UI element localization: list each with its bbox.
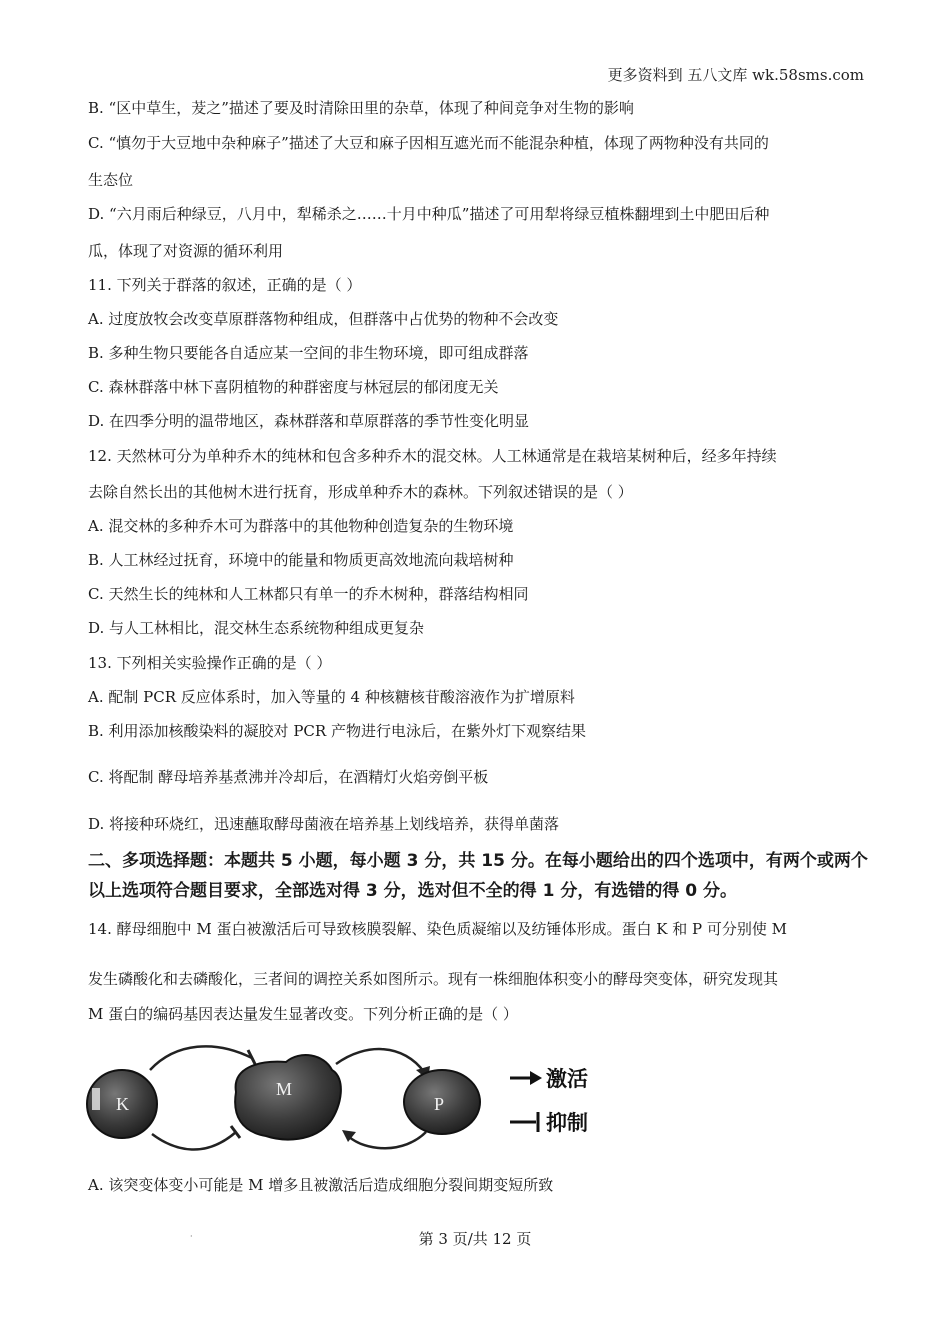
option-13d: D. 将接种环烧红，迅速蘸取酵母菌液在培养基上划线培养，获得单菌落 — [88, 815, 560, 833]
regulation-diagram — [86, 1040, 606, 1160]
option-10b: B. “区中草生，茇之”描述了要及时清除田里的杂草，体现了种间竞争对生物的影响 — [88, 99, 634, 117]
legend-activate-label: 激活 — [546, 1067, 588, 1091]
option-10d-line1: D. “六月雨后种绿豆，八月中，犁稀杀之……十月中种瓜”描述了可用犁将绿豆植株翻埋到土中肥田后种 — [88, 205, 770, 223]
legend-activate-arrow — [530, 1071, 542, 1085]
k-inhibits-m-arc — [150, 1046, 252, 1070]
cell-k-label: K — [116, 1094, 129, 1114]
option-10c-line1: C. “慎勿于大豆地中杂种麻子”描述了大豆和麻子因相互遮光而不能混杂种植，体现了两物种没有共同的 — [88, 134, 769, 152]
cell-p-label: P — [434, 1094, 445, 1114]
option-11d: D. 在四季分明的温带地区，森林群落和草原群落的季节性变化明显 — [88, 412, 530, 430]
option-14a: A. 该突变体变小可能是 M 增多且被激活后造成细胞分裂间期变短所致 — [88, 1176, 554, 1194]
p-activates-m-arc — [348, 1132, 426, 1148]
option-10c-line2: 生态位 — [88, 171, 134, 189]
option-12b: B. 人工林经过抚育，环境中的能量和物质更高效地流向栽培树种 — [88, 551, 514, 569]
question-14-line1: 14. 酵母细胞中 M 蛋白被激活后可导致核膜裂解、染色质凝缩以及纺锤体形成。蛋白 K 和 P 可分别使 M — [88, 920, 788, 938]
question-13: 13. 下列相关实验操作正确的是（ ） — [88, 654, 332, 672]
option-12a: A. 混交林的多种乔木可为群落中的其他物种创造复杂的生物环境 — [88, 517, 514, 535]
option-13c: C. 将配制 酵母培养基煮沸并冷却后，在酒精灯火焰旁倒平板 — [88, 768, 489, 786]
legend-inhibit-label: 抑制 — [546, 1111, 588, 1135]
m-activates-p-arc — [336, 1049, 424, 1072]
option-12d: D. 与人工林相比，混交林生态系统物种组成更复杂 — [88, 619, 425, 637]
option-11c: C. 森林群落中林下喜阴植物的种群密度与林冠层的郁闭度无关 — [88, 378, 499, 396]
m-inhibits-k-arc — [152, 1132, 236, 1150]
option-13b: B. 利用添加核酸染料的凝胶对 PCR 产物进行电泳后，在紫外灯下观察结果 — [88, 722, 586, 740]
page-number-footer: 第 3 页/共 12 页 — [418, 1230, 532, 1248]
site-watermark-header: 更多资料到 五八文库 wk.58sms.com — [607, 66, 864, 84]
option-10d-line2: 瓜，体现了对资源的循环利用 — [88, 242, 284, 260]
question-12-line1: 12. 天然林可分为单种乔木的纯林和包含多种乔木的混交林。人工林通常是在栽培某树种后，经多年持续 — [88, 447, 777, 465]
option-12c: C. 天然生长的纯林和人工林都只有单一的乔木树种，群落结构相同 — [88, 585, 529, 603]
section-heading-multiple-choice: 二、多项选择题：本题共 5 小题，每小题 3 分，共 15 分。在每小题给出的四个选项中，有两个或两个以上选项符合题目要求，全部选对得 3 分，选对但不全的得 1 分，有选错的得 0 分。 — [88, 851, 868, 901]
stray-dot: · — [190, 1232, 193, 1241]
question-14-line3: M 蛋白的编码基因表达量发生显著改变。下列分析正确的是（ ） — [88, 1005, 518, 1023]
option-11a: A. 过度放牧会改变草原群落物种组成，但群落中占优势的物种不会改变 — [88, 310, 559, 328]
option-11b: B. 多种生物只要能各自适应某一空间的非生物环境，即可组成群落 — [88, 344, 529, 362]
cell-m-label: M — [276, 1079, 293, 1099]
option-13a: A. 配制 PCR 反应体系时，加入等量的 4 种核糖核苷酸溶液作为扩增原料 — [88, 688, 575, 706]
question-12-line2: 去除自然长出的其他树木进行抚育，形成单种乔木的森林。下列叙述错误的是（ ） — [88, 483, 633, 501]
question-14-line2: 发生磷酸化和去磷酸化，三者间的调控关系如图所示。现有一株细胞体积变小的酵母突变体，研究发现其 — [88, 970, 779, 988]
question-11: 11. 下列关于群落的叙述，正确的是（ ） — [88, 276, 362, 294]
